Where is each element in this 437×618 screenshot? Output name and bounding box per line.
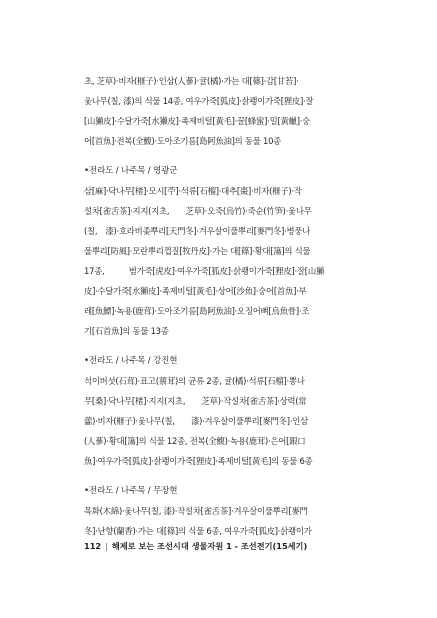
body-line: 레[魚鰾]·녹용(鹿茸)·도아조기름[島阿魚油]·오징어뼈[烏魚骨]·조 (84, 306, 310, 316)
section-heading: •전라도 / 나주목 / 무장현 (84, 486, 178, 496)
body-line: (칠, 漆)·호라비좆뿌리[天門冬]·겨우살이풀뿌리[麥門冬]·병풍나 (84, 226, 311, 236)
body-line: 기[石首魚]의 동물 13종 (84, 326, 169, 336)
body-line: 목화(木綿)·옻나무(칠, 漆)·작설차[雀舌茶]·겨우살이풀뿌리[麥門 (84, 506, 308, 516)
body-line: [山獺皮]·수달가죽[水獺皮]·족제비털[黃毛]·꿀[蜂蜜]·밀[黃蠟]·숭 (84, 116, 310, 126)
body-line: 17종, 범가죽[虎皮]·여우가죽[狐皮]·삵쾡이가죽[狸皮]·잘[山獺 (84, 266, 325, 276)
body-line: 옻나무(칠, 漆)의 식물 14종, 여우가죽[狐皮]·삵쾡이가죽[狸皮]·잘 (84, 96, 314, 106)
page-footer (84, 540, 384, 552)
body-line: 초, 芝草)·비자(榧子)·인삼(人蔘)·귤(橘)·가는 대[篠]·감[甘苔]· (84, 76, 299, 86)
body-line: 석이버섯(石茸)·표고(蔈茸)의 균류 2종, 귤(橘)·석류[石榴]·뽕나 (84, 376, 305, 386)
book-title: 해제로 보는 조선시대 생물자원 1 - 조선전기(15세기) (111, 541, 308, 551)
body-line: 설차[雀舌茶]·지지(지초, 芝草)·오죽(烏竹)·죽순(竹笋)·옻나무 (84, 206, 312, 216)
body-line: 삼[麻]·닥나무[楮]·모시[苧]·석류[石榴]·대추[棗]·비자(榧子)·작 (84, 186, 302, 196)
page-number: 112 (84, 541, 102, 551)
body-line: 무[桑]·닥나무[楮]·지지(지초, 芝草)·작설차[雀舌茶]·상력(常 (84, 396, 307, 406)
body-line: 어[首魚]·전복(全鰒)·도아조기름[島阿魚油]의 동물 10종 (84, 136, 281, 146)
body-line: (人蔘)·황대[簜]의 식물 12종, 전복(全鰒)·녹용(鹿茸)·은어[銀口 (84, 436, 306, 446)
body-line: 魚]·여우가죽[狐皮]·삵쾡이가죽[狸皮]·족제비털[黃毛]의 동물 6종 (84, 456, 313, 466)
section-heading: •전라도 / 나주목 / 강진현 (84, 356, 178, 366)
body-line: 蘦)·비자(榧子)·옻나무(칠, 漆)·겨우살이풀뿌리[麥門冬]·인삼 (84, 416, 308, 426)
body-line: 皮]·수달가죽[水獺皮]·족제비털[黃毛]·상어[沙魚]·숭어[首魚]·부 (84, 286, 307, 296)
footer-separator: | (105, 541, 108, 551)
body-line: 물뿌리[防風]·모란뿌리껍질[牧丹皮]·가는 대[篠]·황대[簜]의 식물 (84, 246, 311, 256)
body-line: 冬]·난향(蘭香)·가는 대[篠]의 식물 6종, 여우가죽[狐皮]·삵쾡이가 (84, 526, 312, 536)
section-heading: •전라도 / 나주목 / 영광군 (84, 166, 178, 176)
